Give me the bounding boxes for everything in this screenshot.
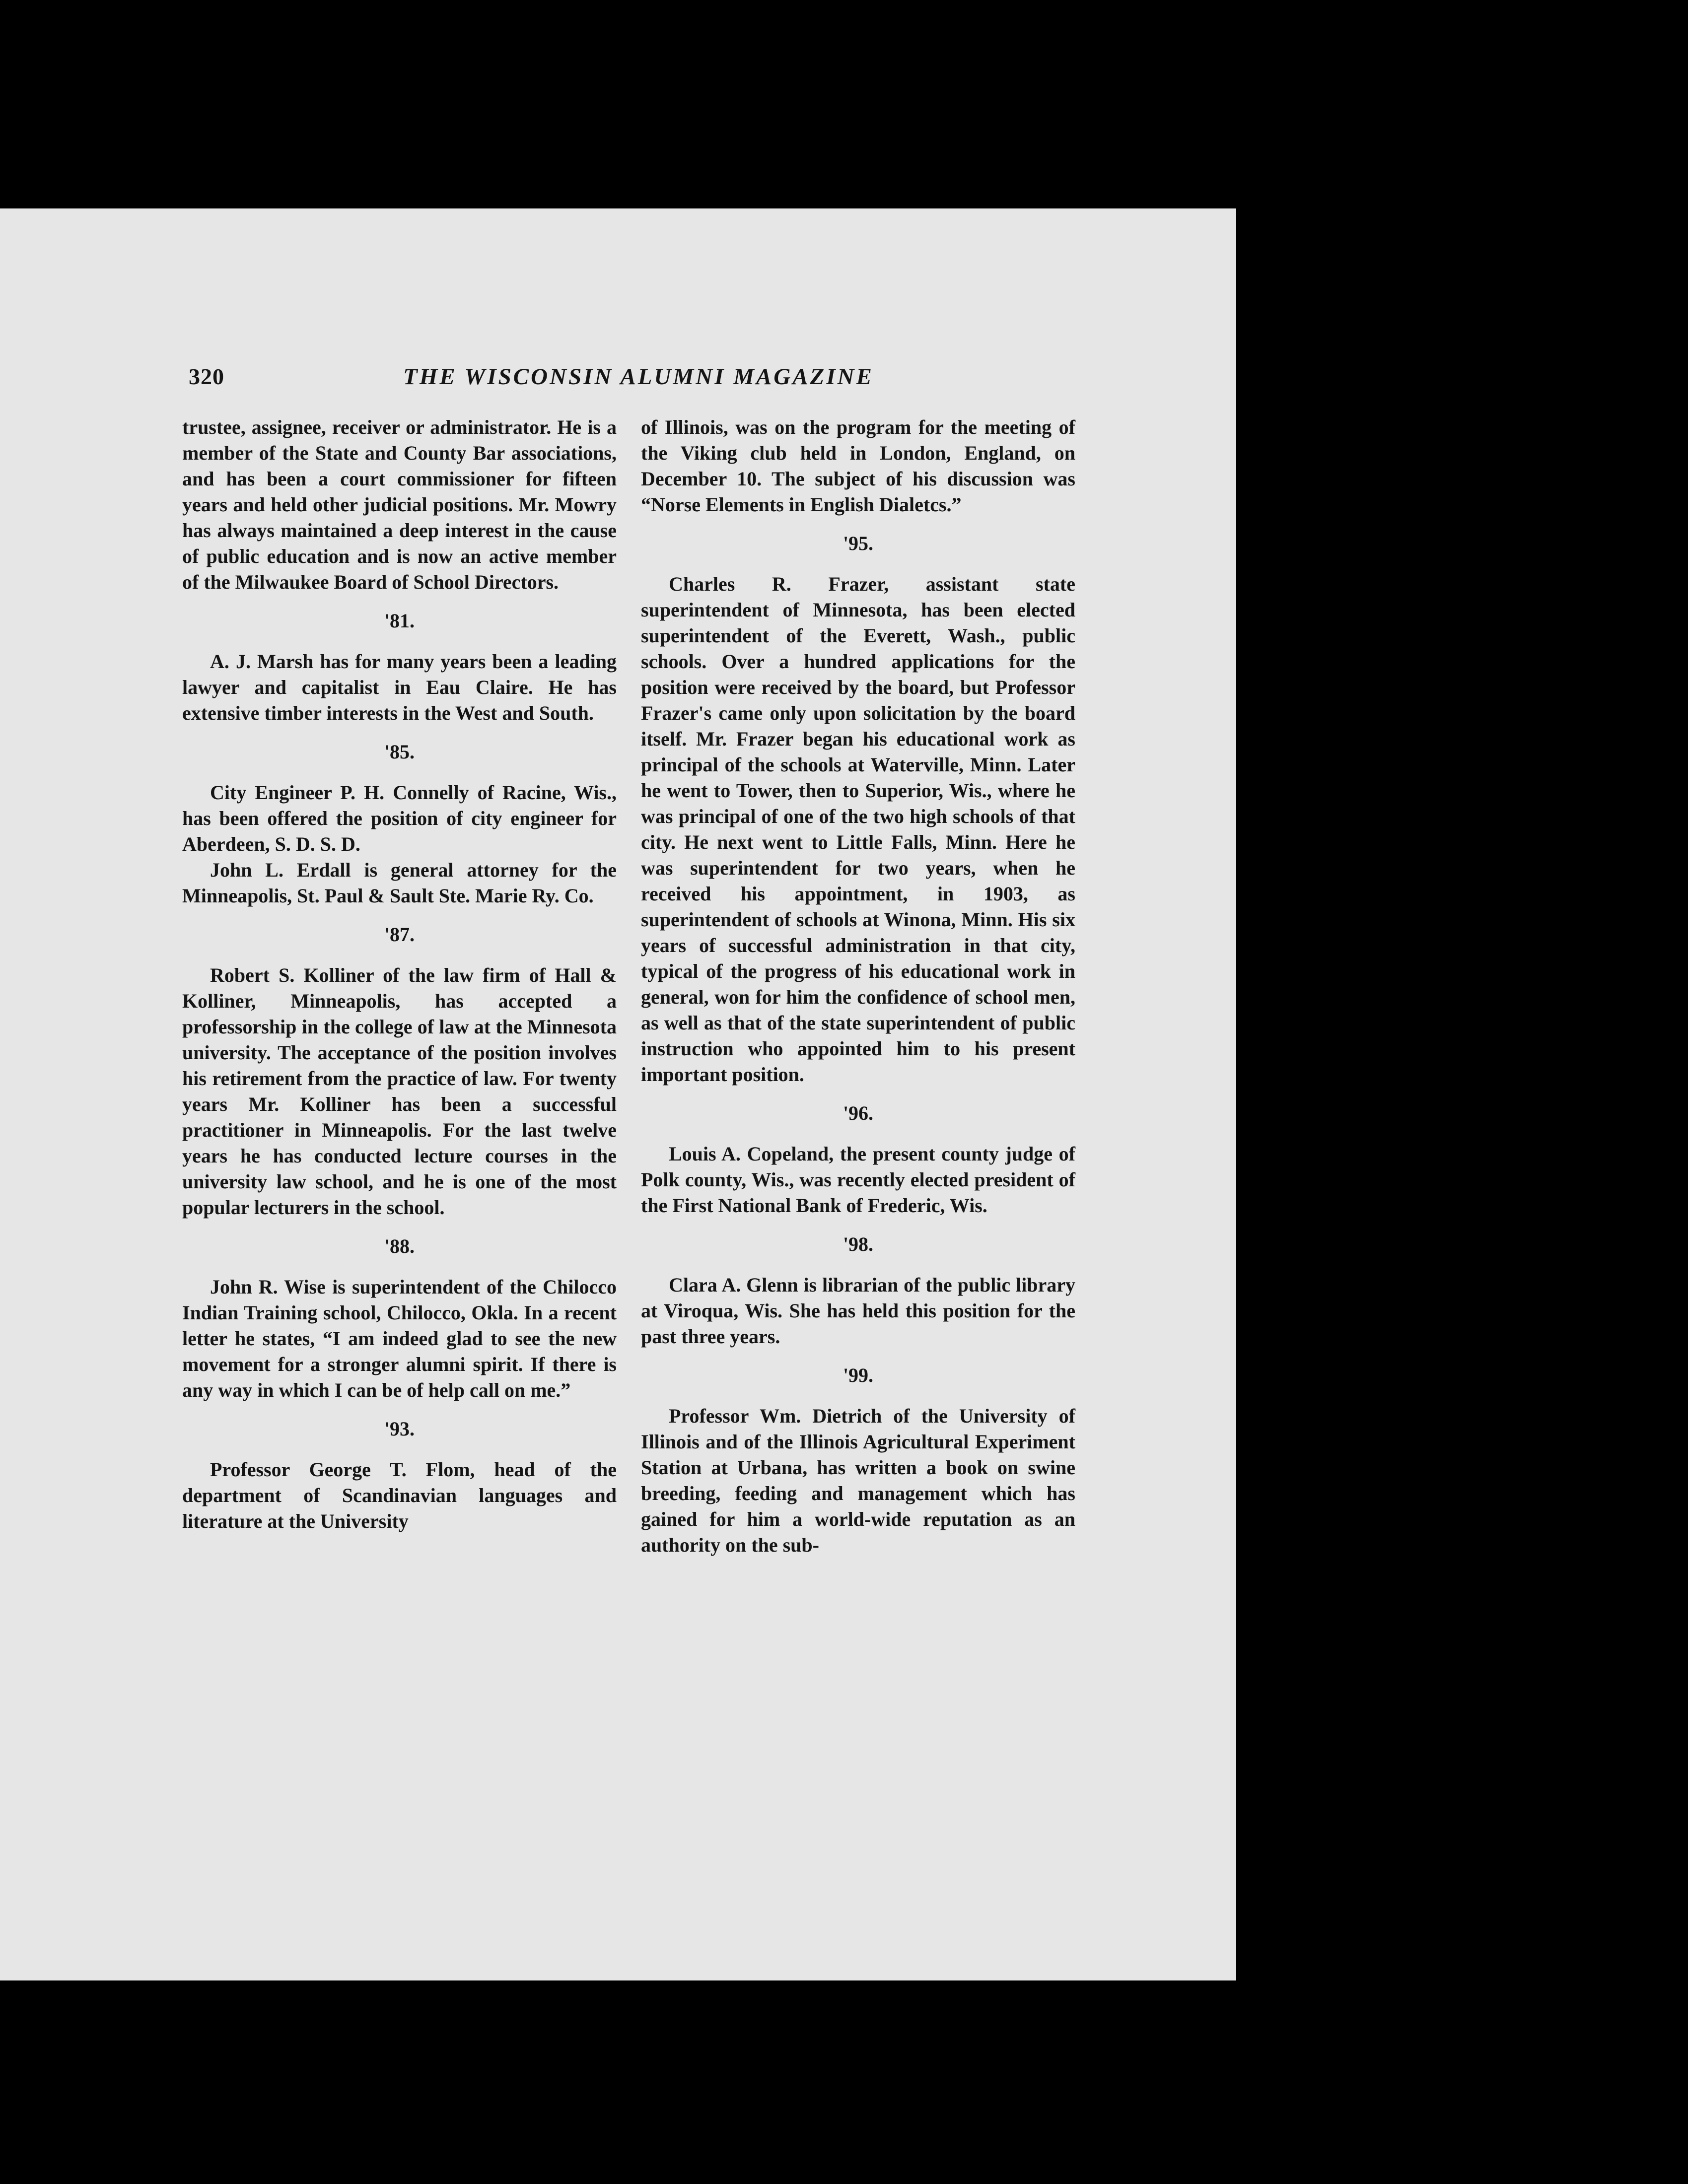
class-year-heading: '93. [384, 1418, 415, 1440]
class-year-heading: '87. [384, 923, 415, 946]
news-paragraph: Professor George T. Flom, head of the department of Scandinavian languages and literature at the University [182, 1458, 617, 1532]
class-year-heading: '98. [843, 1233, 874, 1255]
news-paragraph: Louis A. Copeland, the present county judge of Polk county, Wis., was recently elected president of the First National Bank of Frederic, Wis. [641, 1143, 1075, 1217]
news-paragraph: Clara A. Glenn is librarian of the public library at Viroqua, Wis. She has held this position for the past three years. [641, 1274, 1075, 1348]
class-year-heading: '85. [384, 741, 415, 763]
news-paragraph: Charles R. Frazer, assistant state superintendent of Minnesota, has been elected superintendent of the Everett, Wash., public schools. Over a hundred applications for the position were received by the board, but Professor Frazer's came only upon solicitation by the board itself. Mr. Frazer began his educational work as principal of the schools at Waterville, Minn. Later he went to Tower, then to Superior, Wis., where he was principal of one of the two high schools of that city. He next went to Little Falls, Minn. Here he was superintendent for two years, when he received his appointment, in 1903, as superintendent of schools at Winona, Minn. His six years of successful administration in that city, typical of the progress of his educational work in general, won for him the confidence of school men, as well as that of the state superintendent of public instruction who appointed him to his present important position. [641, 573, 1075, 1086]
class-year-heading: '96. [843, 1102, 874, 1124]
page-number: 320 [189, 364, 224, 389]
news-paragraph: A. J. Marsh has for many years been a leading lawyer and capitalist in Eau Claire. He has extensive timber interests in the West and South. [182, 650, 617, 724]
right-column [641, 414, 1075, 1558]
news-paragraph: of Illinois, was on the program for the meeting of the Viking club held in London, England, on December 10. The subject of his discussion was “Norse Elements in English Dialetcs.” [641, 416, 1075, 516]
class-year-heading: '81. [384, 610, 415, 632]
news-paragraph: City Engineer P. H. Connelly of Racine, Wis., has been offered the position of city engineer for Aberdeen, S. D. S. D. [182, 781, 617, 855]
news-paragraph: John R. Wise is superintendent of the Chilocco Indian Training school, Chilocco, Okla. In a recent letter he states, “I am indeed glad to see the new movement for a stronger alumni spirit. If there is any way in which I can be of help call on me.” [182, 1276, 617, 1401]
news-paragraph: John L. Erdall is general attorney for the Minneapolis, St. Paul & Sault Ste. Marie Ry. Co. [182, 859, 617, 907]
class-year-heading: '99. [843, 1364, 874, 1386]
page-header [0, 363, 1236, 398]
news-paragraph: Professor Wm. Dietrich of the University of Illinois and of the Illinois Agricultural Experiment Station at Urbana, has written a book on swine breeding, feeding and management which has gained for him a world-wide reputation as an authority on the sub- [641, 1405, 1075, 1556]
news-paragraph: trustee, assignee, receiver or administrator. He is a member of the State and County Bar associations, and has been a court commissioner for fifteen years and held other judicial positions. Mr. Mowry has always maintained a deep interest in the cause of public education and is now an active member of the Milwaukee Board of School Directors. [182, 416, 617, 593]
news-paragraph: Robert S. Kolliner of the law firm of Hall & Kolliner, Minneapolis, has accepted a professorship in the college of law at the Minnesota university. The acceptance of the position involves his retirement from the practice of law. For twenty years Mr. Kolliner has been a successful practitioner in Minneapolis. For the last twelve years he has conducted lecture courses in the university law school, and he is one of the most popular lecturers in the school. [182, 964, 617, 1219]
class-year-heading: '95. [843, 532, 874, 554]
left-column [182, 414, 617, 1534]
running-title: THE WISCONSIN ALUMNI MAGAZINE [403, 364, 874, 390]
class-year-heading: '88. [384, 1235, 415, 1257]
magazine-page [0, 208, 1236, 1980]
